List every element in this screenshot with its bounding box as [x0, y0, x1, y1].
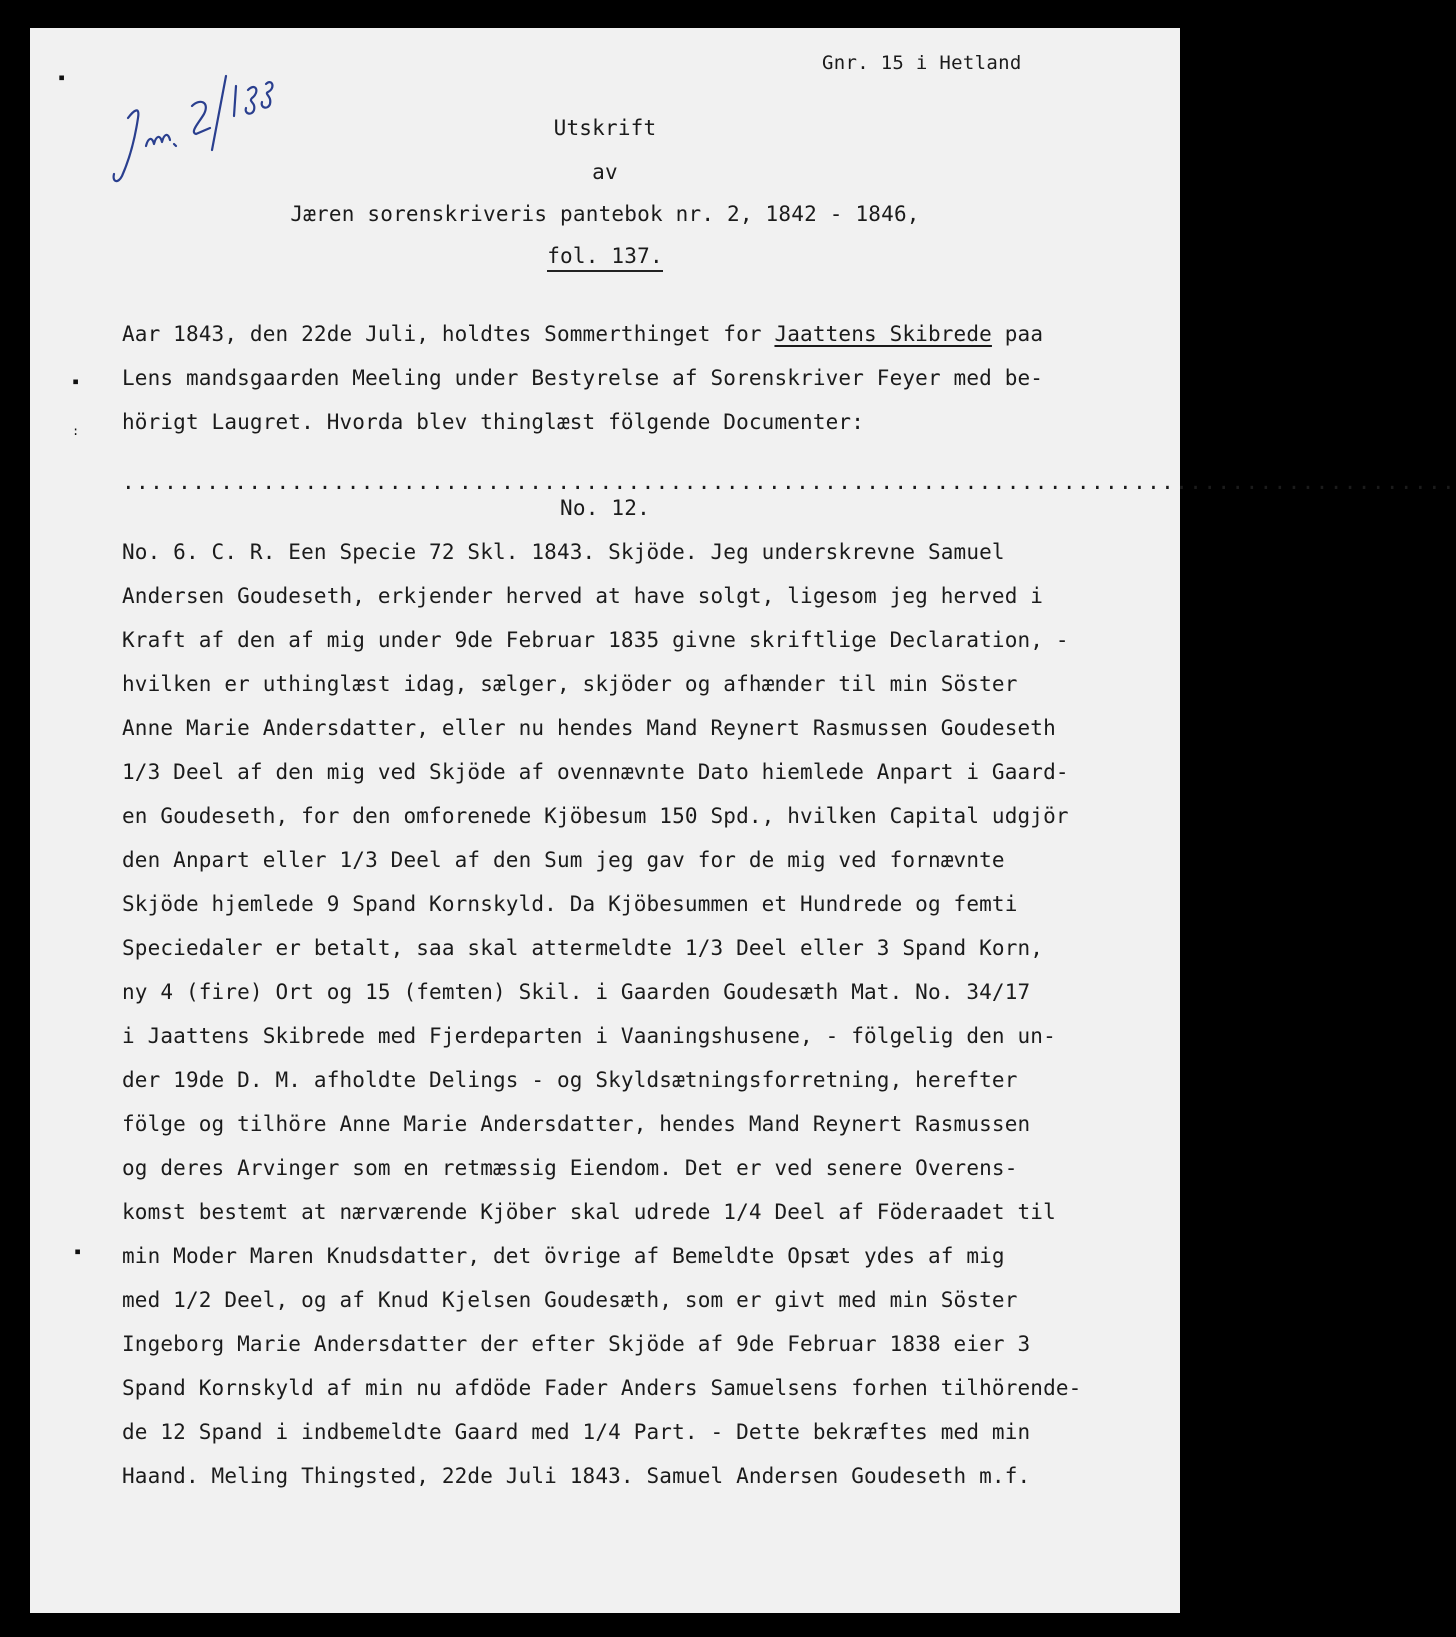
- folio: fol. 137.: [547, 244, 663, 272]
- entry-line: Speciedaler er betalt, saa skal attermeldte 1/3 Deel eller 3 Spand Korn,: [122, 936, 1044, 960]
- intro-line: [122, 322, 1152, 346]
- entry-line: Haand. Meling Thingsted, 22de Juli 1843. Samuel Andersen Goudeseth m.f.: [122, 1464, 1031, 1488]
- intro-skibrede: Jaattens Skibrede: [774, 322, 992, 346]
- margin-mark: :: [72, 424, 80, 438]
- margin-mark: ▪: [74, 1244, 82, 1258]
- property-reference: Gnr. 15 i Hetland: [822, 52, 1022, 74]
- entry-line: Kraft af den af mig under 9de Februar 1835 givne skriftlige Declaration, -: [122, 628, 1069, 652]
- folio-line: [30, 244, 1180, 272]
- entry-line: Skjöde hjemlede 9 Spand Kornskyld. Da Kjöbesummen et Hundrede og femti: [122, 892, 1018, 916]
- intro-line: hörigt Laugret. Hvorda blev thinglæst fölgende Documenter:: [122, 410, 864, 434]
- margin-mark: ▪: [72, 374, 80, 388]
- entry-line: komst bestemt at nærværende Kjöber skal udrede 1/4 Deel af Föderaadet til: [122, 1200, 1056, 1224]
- entry-line: Andersen Goudeseth, erkjender herved at have solgt, ligesom jeg herved i: [122, 584, 1044, 608]
- entry-line: i Jaattens Skibrede med Fjerdeparten i Vaaningshusene, - fölgelig den un-: [122, 1024, 1056, 1048]
- entry-line: der 19de D. M. afholdte Delings - og Skyldsætningsforretning, herefter: [122, 1068, 1018, 1092]
- document-title-av: av: [592, 160, 618, 184]
- separator-dots: ...............................................................................................: [122, 470, 1456, 494]
- entry-line: hvilken er uthinglæst idag, sælger, skjöder og afhænder til min Söster: [122, 672, 1018, 696]
- intro-text: paa: [991, 322, 1044, 346]
- document-title: Utskrift: [553, 116, 657, 140]
- entry-line: den Anpart eller 1/3 Deel af den Sum jeg gav for de mig ved fornævnte: [122, 848, 1005, 872]
- entry-line: fölge og tilhöre Anne Marie Andersdatter, hendes Mand Reynert Rasmussen: [122, 1112, 1031, 1136]
- entry-line: Ingeborg Marie Andersdatter der efter Skjöde af 9de Februar 1838 eier 3: [122, 1332, 1031, 1356]
- intro-text: Aar 1843, den 22de Juli, holdtes Sommerthinget for: [122, 322, 775, 346]
- document-source: Jæren sorenskriveris pantebok nr. 2, 1842 - 1846,: [290, 202, 920, 226]
- entry-line: 1/3 Deel af den mig ved Skjöde af ovennævnte Dato hiemlede Anpart i Gaard-: [122, 760, 1069, 784]
- intro-line: Lens mandsgaarden Meeling under Bestyrelse af Sorenskriver Feyer med be-: [122, 366, 1044, 390]
- entry-line: min Moder Maren Knudsdatter, det övrige af Bemeldte Opsæt ydes af mig: [122, 1244, 1005, 1268]
- entry-line: en Goudeseth, for den omforenede Kjöbesum 150 Spd., hvilken Capital udgjör: [122, 804, 1069, 828]
- entry-line: No. 6. C. R. Een Specie 72 Skl. 1843. Skjöde. Jeg underskrevne Samuel: [122, 540, 1005, 564]
- entry-line: med 1/2 Deel, og af Knud Kjelsen Goudesæth, som er givt med min Söster: [122, 1288, 1018, 1312]
- entry-line: Spand Kornskyld af min nu afdöde Fader Anders Samuelsens forhen tilhörende-: [122, 1376, 1082, 1400]
- entry-line: de 12 Spand i indbemeldte Gaard med 1/4 Part. - Dette bekræftes med min: [122, 1420, 1031, 1444]
- entry-line: Anne Marie Andersdatter, eller nu hendes Mand Reynert Rasmussen Goudeseth: [122, 716, 1056, 740]
- entry-line: ny 4 (fire) Ort og 15 (femten) Skil. i Gaarden Goudesæth Mat. No. 34/17: [122, 980, 1031, 1004]
- document-page: [30, 28, 1456, 1613]
- entry-line: og deres Arvinger som en retmæssig Eiendom. Det er ved senere Overens-: [122, 1156, 1018, 1180]
- margin-mark: ▪: [58, 70, 66, 84]
- entry-number: No. 12.: [560, 496, 650, 520]
